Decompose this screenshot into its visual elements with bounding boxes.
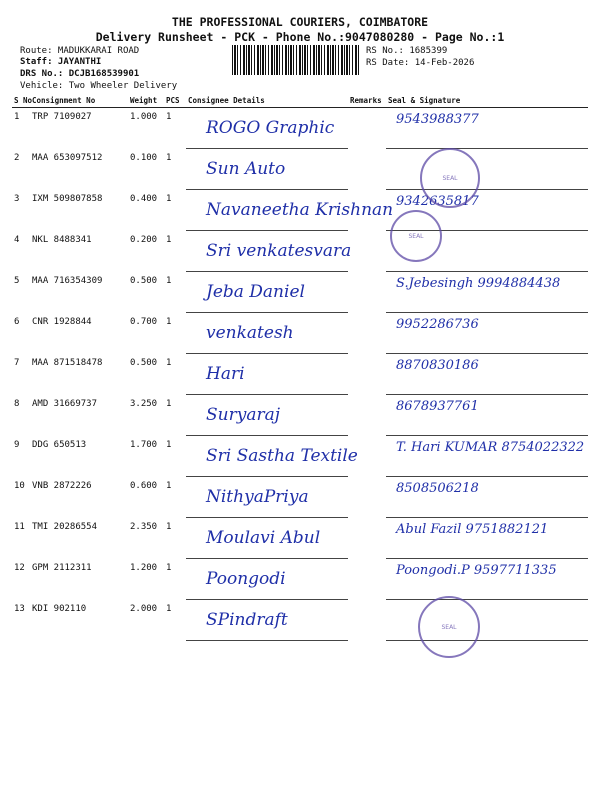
remarks-cell xyxy=(348,354,386,395)
seal-signature xyxy=(386,436,588,477)
weight-value: 1.700 xyxy=(130,439,158,450)
row-sno: 6 xyxy=(14,316,20,327)
table-header-row xyxy=(12,93,588,108)
row-sno: 9 xyxy=(14,439,20,450)
rs-number: RS No.: 1685399 xyxy=(366,46,448,56)
weight-value: 0.700 xyxy=(130,316,158,327)
consignee-name xyxy=(186,436,358,477)
seal-signature xyxy=(386,149,588,190)
runsheet-table xyxy=(12,93,588,641)
pcs-value: 1 xyxy=(166,275,172,286)
handwritten-consignee: SPindraft xyxy=(206,610,288,630)
table-row xyxy=(12,190,588,231)
seal-signature xyxy=(386,272,588,313)
table-row xyxy=(12,313,588,354)
consignment-number: KDI 902110 xyxy=(32,603,87,614)
consignee-name xyxy=(186,108,348,149)
col-consignee: Consignee Details xyxy=(186,93,348,108)
row-sno: 7 xyxy=(14,357,20,368)
handwritten-consignee: Poongodi xyxy=(206,569,286,589)
handwritten-consignee: Navaneetha Krishnan xyxy=(206,200,394,220)
pcs-value: 1 xyxy=(166,562,172,573)
seal-signature xyxy=(386,518,588,559)
consignee-name xyxy=(186,231,352,272)
handwritten-signature: 8678937761 xyxy=(396,399,479,414)
pcs-value: 1 xyxy=(166,193,172,204)
pcs-value: 1 xyxy=(166,112,172,122)
pcs-value: 1 xyxy=(166,316,172,327)
weight-value: 1.200 xyxy=(130,562,158,573)
runsheet-title: THE PROFESSIONAL COURIERS, COIMBATORE xyxy=(171,15,429,29)
handwritten-signature: T. Hari KUMAR 8754022322 xyxy=(396,440,585,455)
handwritten-signature: 9952286736 xyxy=(396,317,479,332)
consignment-number: GPM 2112311 xyxy=(32,562,92,573)
seal-signature xyxy=(386,559,588,600)
seal-signature xyxy=(386,108,588,149)
table-row xyxy=(12,600,588,641)
consignment-number: VNB 2872226 xyxy=(32,480,92,491)
handwritten-consignee: Suryaraj xyxy=(206,405,280,425)
consignment-number: AMD 31669737 xyxy=(32,398,98,409)
consignment-number: TMI 20286554 xyxy=(32,521,98,532)
consignee-name xyxy=(186,559,348,600)
handwritten-consignee: Moulavi Abul xyxy=(206,528,321,548)
weight-value: 0.500 xyxy=(130,357,158,368)
col-remarks: Remarks xyxy=(348,93,386,108)
pcs-value: 1 xyxy=(166,603,172,614)
consignee-name xyxy=(186,149,348,190)
table-row xyxy=(12,559,588,600)
handwritten-consignee: Sri Sastha Textile xyxy=(206,446,358,466)
col-weight: Weight xyxy=(128,93,164,108)
consignment-number: TRP 7109027 xyxy=(32,112,92,122)
consignee-name xyxy=(186,190,394,231)
weight-value: 2.350 xyxy=(130,521,158,532)
seal-stamp: SEAL xyxy=(418,596,480,658)
handwritten-signature: 8508506218 xyxy=(396,481,479,496)
handwritten-signature: 9543988377 xyxy=(396,112,479,127)
consignment-number: MAA 716354309 xyxy=(32,275,103,286)
consignment-number: IXM 509807858 xyxy=(32,193,103,204)
runsheet-subtitle: Delivery Runsheet - PCK - Phone No.:9047080280 - Page No.:1 xyxy=(95,30,505,44)
row-sno: 12 xyxy=(14,562,25,573)
seal-stamp: SEAL xyxy=(390,210,442,262)
drs-number: DRS No.: DCJB168539901 xyxy=(20,69,140,79)
table-row xyxy=(12,149,588,190)
handwritten-signature: Abul Fazil 9751882121 xyxy=(396,522,549,537)
remarks-cell xyxy=(348,108,386,149)
consignment-number: CNR 1928844 xyxy=(32,316,92,327)
weight-value: 2.000 xyxy=(130,603,158,614)
weight-value: 1.000 xyxy=(130,112,158,122)
remarks-cell xyxy=(348,149,386,190)
route-label: Route: MADUKKARAI ROAD xyxy=(20,46,140,56)
pcs-value: 1 xyxy=(166,234,172,245)
handwritten-consignee: Sri venkatesvara xyxy=(206,241,352,261)
table-row xyxy=(12,436,588,477)
row-sno: 4 xyxy=(14,234,20,245)
consignment-number: MAA 653097512 xyxy=(32,152,103,163)
table-row xyxy=(12,231,588,272)
table-row xyxy=(12,272,588,313)
pcs-value: 1 xyxy=(166,480,172,491)
table-row xyxy=(12,354,588,395)
handwritten-signature: 8870830186 xyxy=(396,358,479,373)
weight-value: 0.600 xyxy=(130,480,158,491)
remarks-cell xyxy=(348,395,386,436)
weight-value: 0.200 xyxy=(130,234,158,245)
weight-value: 3.250 xyxy=(130,398,158,409)
seal-stamp: SEAL xyxy=(420,148,480,208)
consignment-number: NKL 8488341 xyxy=(32,234,92,245)
row-sno: 2 xyxy=(14,152,20,163)
table-row xyxy=(12,395,588,436)
col-consignment: Consignment No xyxy=(30,93,128,108)
handwritten-consignee: ROGO Graphic xyxy=(206,118,335,138)
remarks-cell xyxy=(348,600,386,641)
row-sno: 5 xyxy=(14,275,20,286)
remarks-cell xyxy=(348,559,386,600)
remarks-cell xyxy=(348,436,386,477)
remarks-cell xyxy=(348,272,386,313)
handwritten-signature: S.Jebesingh 9994884438 xyxy=(396,276,561,291)
table-row xyxy=(12,477,588,518)
consignee-name xyxy=(186,313,348,354)
vehicle-label: Vehicle: Two Wheeler Delivery xyxy=(20,81,178,91)
pcs-value: 1 xyxy=(166,521,172,532)
weight-value: 0.500 xyxy=(130,275,158,286)
barcode xyxy=(232,45,360,75)
row-sno: 13 xyxy=(14,603,25,614)
consignee-name xyxy=(186,518,348,559)
remarks-cell xyxy=(348,518,386,559)
rs-date: RS Date: 14-Feb-2026 xyxy=(366,58,475,68)
handwritten-consignee: Jeba Daniel xyxy=(206,282,305,302)
remarks-cell xyxy=(348,477,386,518)
pcs-value: 1 xyxy=(166,398,172,409)
col-sno: S No xyxy=(12,93,30,108)
handwritten-signature: 9342635817 xyxy=(396,194,479,209)
row-sno: 1 xyxy=(14,112,20,122)
handwritten-consignee: venkatesh xyxy=(206,323,294,343)
col-seal-signature: Seal & Signature xyxy=(386,93,588,108)
col-pcs: PCS xyxy=(164,93,186,108)
remarks-cell xyxy=(348,313,386,354)
weight-value: 0.400 xyxy=(130,193,158,204)
staff-label: Staff: JAYANTHI xyxy=(20,57,102,67)
row-sno: 8 xyxy=(14,398,20,409)
seal-signature xyxy=(386,313,588,354)
row-sno: 10 xyxy=(14,480,25,491)
row-sno: 3 xyxy=(14,193,20,204)
seal-signature xyxy=(386,395,588,436)
seal-signature xyxy=(386,354,588,395)
table-row xyxy=(12,108,588,149)
consignee-name xyxy=(186,272,348,313)
consignee-name xyxy=(186,600,348,641)
table-row xyxy=(12,518,588,559)
remarks-cell xyxy=(348,231,386,272)
pcs-value: 1 xyxy=(166,152,172,163)
handwritten-consignee: Sun Auto xyxy=(206,159,286,179)
handwritten-consignee: Hari xyxy=(206,364,245,384)
pcs-value: 1 xyxy=(166,439,172,450)
consignee-name xyxy=(186,354,348,395)
consignment-number: DDG 650513 xyxy=(32,439,87,450)
handwritten-consignee: NithyaPriya xyxy=(206,487,309,507)
consignee-name xyxy=(186,477,348,518)
remarks-cell xyxy=(348,190,386,231)
seal-signature xyxy=(386,600,588,641)
consignee-name xyxy=(186,395,348,436)
seal-signature xyxy=(386,477,588,518)
pcs-value: 1 xyxy=(166,357,172,368)
weight-value: 0.100 xyxy=(130,152,158,163)
row-sno: 11 xyxy=(14,521,25,532)
consignment-number: MAA 871518478 xyxy=(32,357,103,368)
handwritten-signature: Poongodi.P 9597711335 xyxy=(396,563,557,578)
